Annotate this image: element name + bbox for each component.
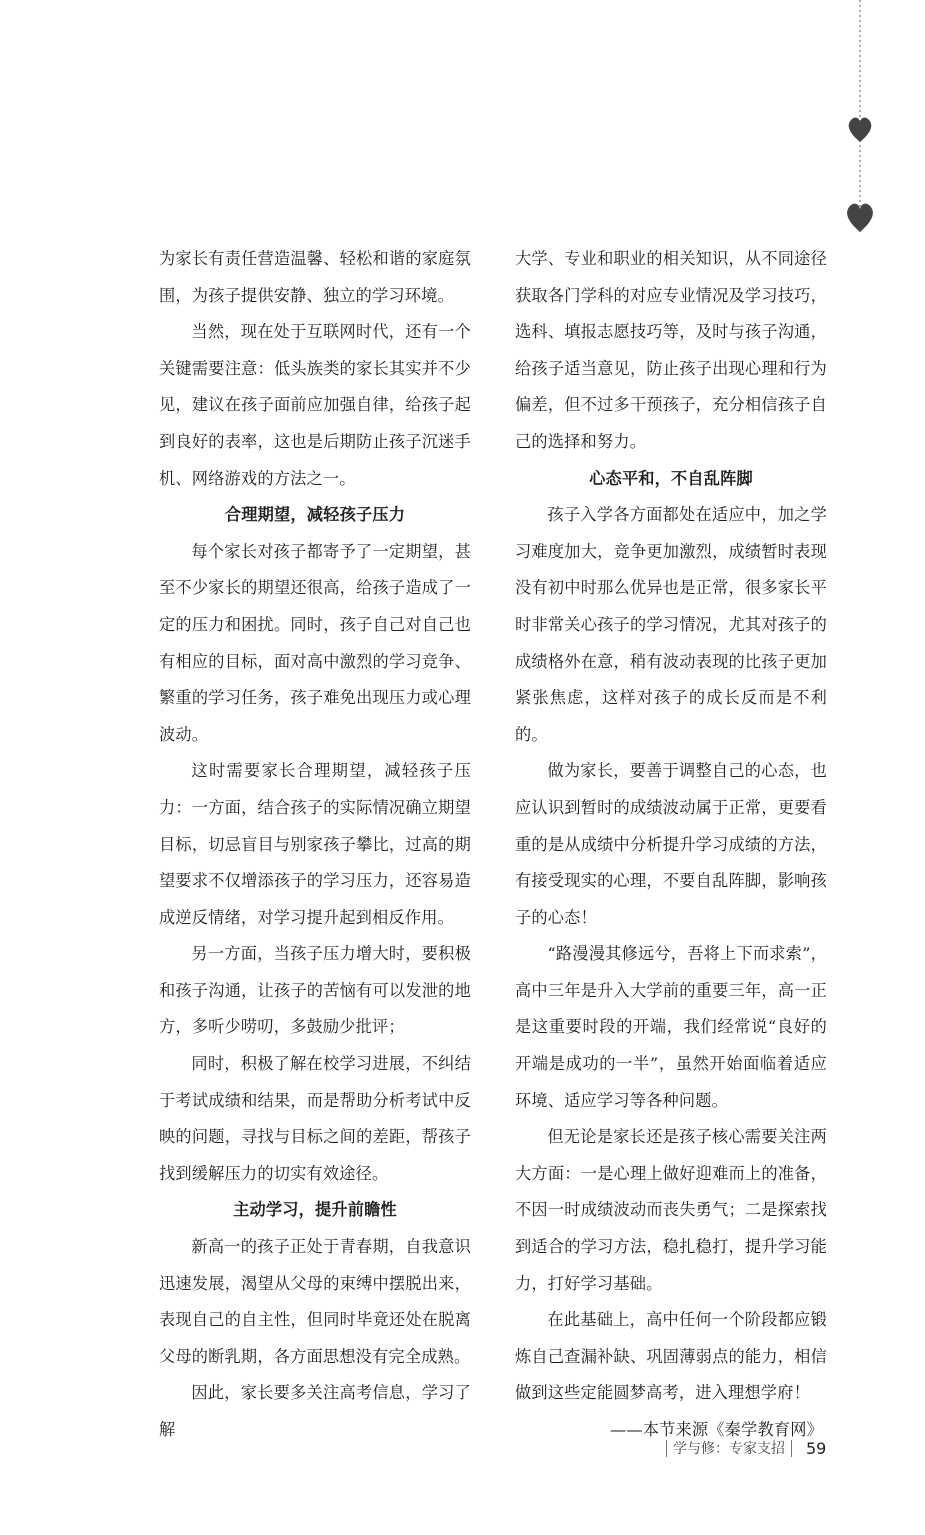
page-number: 59 — [806, 1438, 827, 1458]
section-title: 学与修：专家支招 — [673, 1441, 785, 1457]
paragraph: 另一方面，当孩子压力增大时，要积极和孩子沟通，让孩子的苦恼有可以发泄的地方，多听少唠叨，多鼓励少批评； — [159, 944, 471, 1037]
paragraph: 为家长有责任营造温馨、轻松和谐的家庭氛围，为孩子提供安静、独立的学习环境。 — [159, 249, 471, 305]
decorative-dotted-line — [842, 0, 882, 245]
divider — [791, 1440, 792, 1457]
source-credit: ——本节来源《秦学教育网》 — [609, 1420, 823, 1439]
paragraph: 做为家长，要善于调整自己的心态，也应认识到暂时的成绩波动属于正常，更要看重的是从成绩中分析提升学习成绩的方法，有接受现实的心理，不要自乱阵脚，影响孩子的心态！ — [515, 761, 827, 927]
paragraph: 但无论是家长还是孩子核心需要关注两大方面：一是心理上做好迎难而上的准备，不因一时成绩波动而丧失勇气；二是探索找到适合的学习方法，稳扎稳打，提升学习能力，打好学习基础。 — [515, 1127, 827, 1293]
paragraph: 新高一的孩子正处于青春期，自我意识迅速发展，渴望从父母的束缚中摆脱出来，表现自己的自主性，但同时毕竟还处在脱离父母的断乳期，各方面思想没有完全成熟。 — [159, 1237, 471, 1366]
section-heading: 心态平和，不自乱阵脚 — [589, 468, 753, 488]
left-column — [159, 241, 471, 1449]
paragraph: 这时需要家长合理期望，减轻孩子压力：一方面，结合孩子的实际情况确立期望目标，切忌盲目与别家孩子攀比，过高的期望要求不仅增添孩子的学习压力，还容易造成逆反情绪，对学习提升起到相反作用。 — [159, 761, 471, 927]
paragraph: 孩子入学各方面都处在适应中，加之学习难度加大，竞争更加激烈，成绩暂时表现没有初中时那么优异也是正常，很多家长平时非常关心孩子的学习情况，尤其对孩子的成绩格外在意，稍有波动表现的比孩子更加紧张焦虑，这样对孩子的成长反而是不利的。 — [515, 505, 827, 744]
divider — [666, 1440, 667, 1457]
paragraph: 因此，家长要多关注高考信息，学习了解 — [159, 1383, 471, 1439]
paragraph: 在此基础上，高中任何一个阶段都应锻炼自己查漏补缺、巩固薄弱点的能力，相信做到这些定能圆梦高考，进入理想学府！ — [515, 1310, 827, 1403]
paragraph: “路漫漫其修远兮，吾将上下而求索”，高中三年是升入大学前的重要三年，高一正是这重要时段的开端，我们经常说“良好的开端是成功的一半”，虽然开始面临着适应环境、适应学习等各种问题。 — [515, 944, 827, 1110]
right-column — [515, 241, 827, 1449]
section-heading: 主动学习，提升前瞻性 — [233, 1200, 397, 1220]
paragraph: 同时，积极了解在校学习进展，不纠结于考试成绩和结果，而是帮助分析考试中反映的问题，寻找与目标之间的差距，帮孩子找到缓解压力的切实有效途径。 — [159, 1054, 471, 1183]
paragraph: 当然，现在处于互联网时代，还有一个关键需要注意：低头族类的家长其实并不少见，建议在孩子面前应加强自律，给孩子起到良好的表率，这也是后期防止孩子沉迷手机、网络游戏的方法之一。 — [159, 322, 471, 488]
paragraph: 每个家长对孩子都寄予了一定期望，甚至不少家长的期望还很高，给孩子造成了一定的压力和困扰。同时，孩子自己对自己也有相应的目标，面对高中激烈的学习竞争、繁重的学习任务，孩子难免出现压力或心理波动。 — [159, 541, 471, 744]
section-heading: 合理期望，减轻孩子压力 — [224, 505, 406, 525]
heart-icon — [847, 204, 873, 232]
page-footer — [660, 1434, 826, 1462]
paragraph: 大学、专业和职业的相关知识，从不同途径获取各门学科的对应专业情况及学习技巧，选科、填报志愿技巧等，及时与孩子沟通，给孩子适当意见，防止孩子出现心理和行为偏差，但不过多干预孩子，充分相信孩子自己的选择和努力。 — [515, 249, 827, 451]
